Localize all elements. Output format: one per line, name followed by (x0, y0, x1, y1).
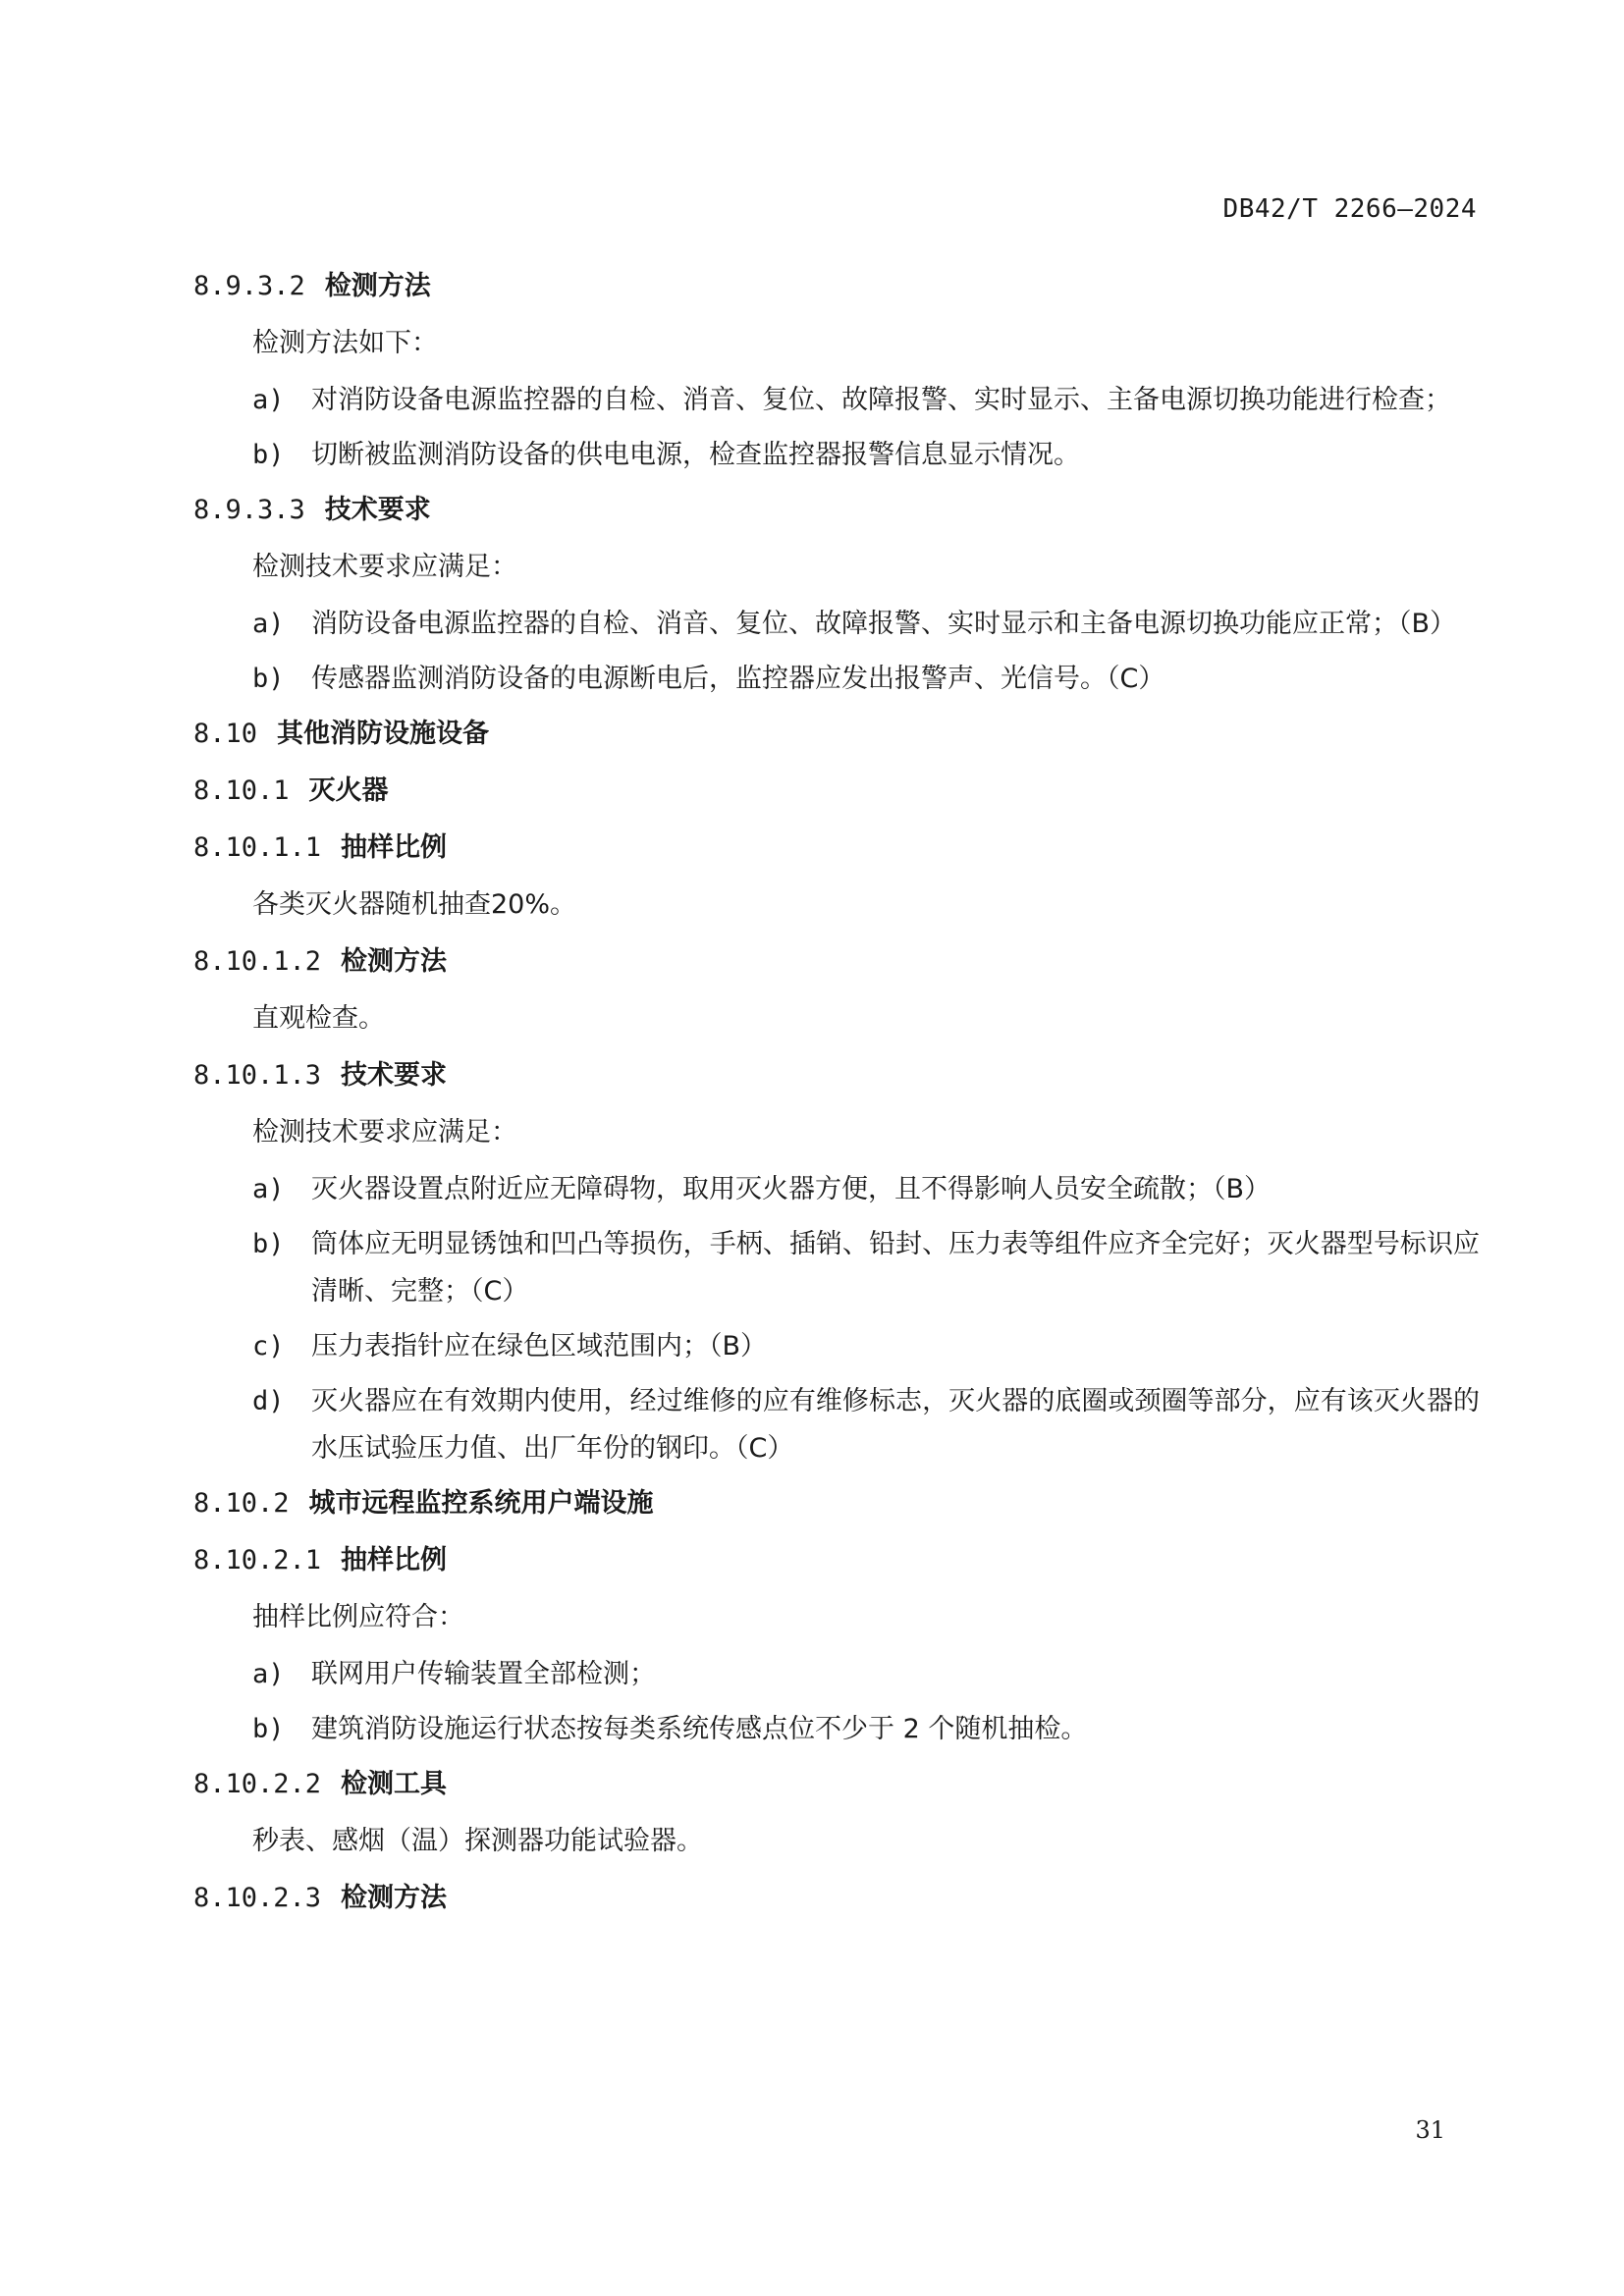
section-number: 8.9.3.2 (193, 271, 305, 301)
section-heading (193, 1537, 1480, 1584)
list-item-text: 灭火器设置点附近应无障碍物，取用灭火器方便，且不得影响人员安全疏散；（B） (311, 1174, 1272, 1204)
list-marker: b) (252, 1229, 285, 1259)
paragraph: 秒表、感烟（温）探测器功能试验器。 (252, 1826, 703, 1856)
paragraph: 检测技术要求应满足： (252, 552, 517, 582)
section-number: 8.10.2 (193, 1488, 290, 1519)
section-title: 其他消防设施设备 (277, 719, 490, 749)
section-number: 8.9.3.3 (193, 495, 305, 525)
section-title: 检测方法 (341, 946, 448, 977)
list-item (193, 432, 1480, 479)
list-item-text: 压力表指针应在绿色区域范围内；（B） (311, 1331, 768, 1362)
list-marker: a) (252, 385, 285, 415)
list-item (193, 1378, 1480, 1472)
paragraph: 检测技术要求应满足： (252, 1117, 517, 1148)
list-item (193, 1323, 1480, 1370)
list-item (193, 1166, 1480, 1213)
paragraph: 直观检查。 (252, 1003, 385, 1034)
list-marker: b) (252, 664, 285, 694)
section-title: 灭火器 (308, 775, 389, 806)
paragraph: 各类灭火器随机抽查20%。 (252, 889, 577, 920)
section-title: 检测工具 (341, 1769, 448, 1799)
list-marker: c) (252, 1331, 285, 1362)
section-heading (193, 1761, 1480, 1808)
section-heading (193, 825, 1480, 872)
paragraph: 抽样比例应符合： (252, 1602, 464, 1632)
section-heading (193, 1052, 1480, 1099)
list-marker: d) (252, 1386, 285, 1416)
section-heading (193, 1480, 1480, 1527)
section-number: 8.10 (193, 719, 258, 749)
list-item (193, 1651, 1480, 1698)
list-item (193, 1706, 1480, 1753)
list-item-text: 消防设备电源监控器的自检、消音、复位、故障报警、实时显示和主备电源切换功能应正常；（B） (311, 609, 1457, 639)
list-item (193, 1221, 1480, 1315)
list-marker: a) (252, 1174, 285, 1204)
section-number: 8.10.1.3 (193, 1060, 322, 1091)
list-marker: b) (252, 1714, 285, 1744)
section-title: 城市远程监控系统用户端设施 (308, 1488, 654, 1519)
list-item-text: 切断被监测消防设备的供电电源，检查监控器报警信息显示情况。 (311, 440, 1080, 470)
section-heading (193, 263, 1480, 310)
section-number: 8.10.1.2 (193, 946, 322, 977)
list-item-text: 建筑消防设施运行状态按每类系统传感点位不少于 2 个随机抽检。 (311, 1714, 1088, 1744)
list-item (193, 377, 1480, 424)
section-number: 8.10.2.3 (193, 1883, 322, 1913)
list-marker: a) (252, 609, 285, 639)
document-body (193, 257, 1480, 1932)
list-item (193, 601, 1480, 648)
section-heading (193, 938, 1480, 986)
section-title: 技术要求 (324, 495, 431, 525)
section-number: 8.10.1.1 (193, 832, 322, 863)
section-title: 抽样比例 (341, 1545, 448, 1575)
list-item-text: 筒体应无明显锈蚀和凹凸等损伤，手柄、插销、铅封、压力表等组件应齐全完好；灭火器型号标识应清晰、完整；（C） (311, 1229, 1480, 1307)
section-heading (193, 1875, 1480, 1922)
document-code: DB42/T 2266—2024 (1222, 194, 1477, 224)
section-number: 8.10.2.1 (193, 1545, 322, 1575)
section-heading (193, 487, 1480, 534)
list-item-text: 对消防设备电源监控器的自检、消音、复位、故障报警、实时显示、主备电源切换功能进行检查； (311, 385, 1451, 415)
list-marker: a) (252, 1659, 285, 1689)
section-number: 8.10.1 (193, 775, 290, 806)
list-item-text: 传感器监测消防设备的电源断电后，监控器应发出报警声、光信号。（C） (311, 664, 1165, 694)
list-item-text: 灭火器应在有效期内使用，经过维修的应有维修标志，灭火器的底圈或颈圈等部分，应有该灭火器的水压试验压力值、出厂年份的钢印。（C） (311, 1386, 1480, 1464)
list-item-text: 联网用户传输装置全部检测； (311, 1659, 656, 1689)
section-heading (193, 768, 1480, 815)
list-marker: b) (252, 440, 285, 470)
section-title: 技术要求 (341, 1060, 448, 1091)
section-title: 抽样比例 (341, 832, 448, 863)
section-title: 检测方法 (324, 271, 431, 301)
paragraph: 检测方法如下： (252, 328, 438, 358)
section-heading (193, 711, 1480, 758)
list-item (193, 656, 1480, 703)
page-number: 31 (1415, 2116, 1445, 2144)
section-number: 8.10.2.2 (193, 1769, 322, 1799)
section-title: 检测方法 (341, 1883, 448, 1913)
